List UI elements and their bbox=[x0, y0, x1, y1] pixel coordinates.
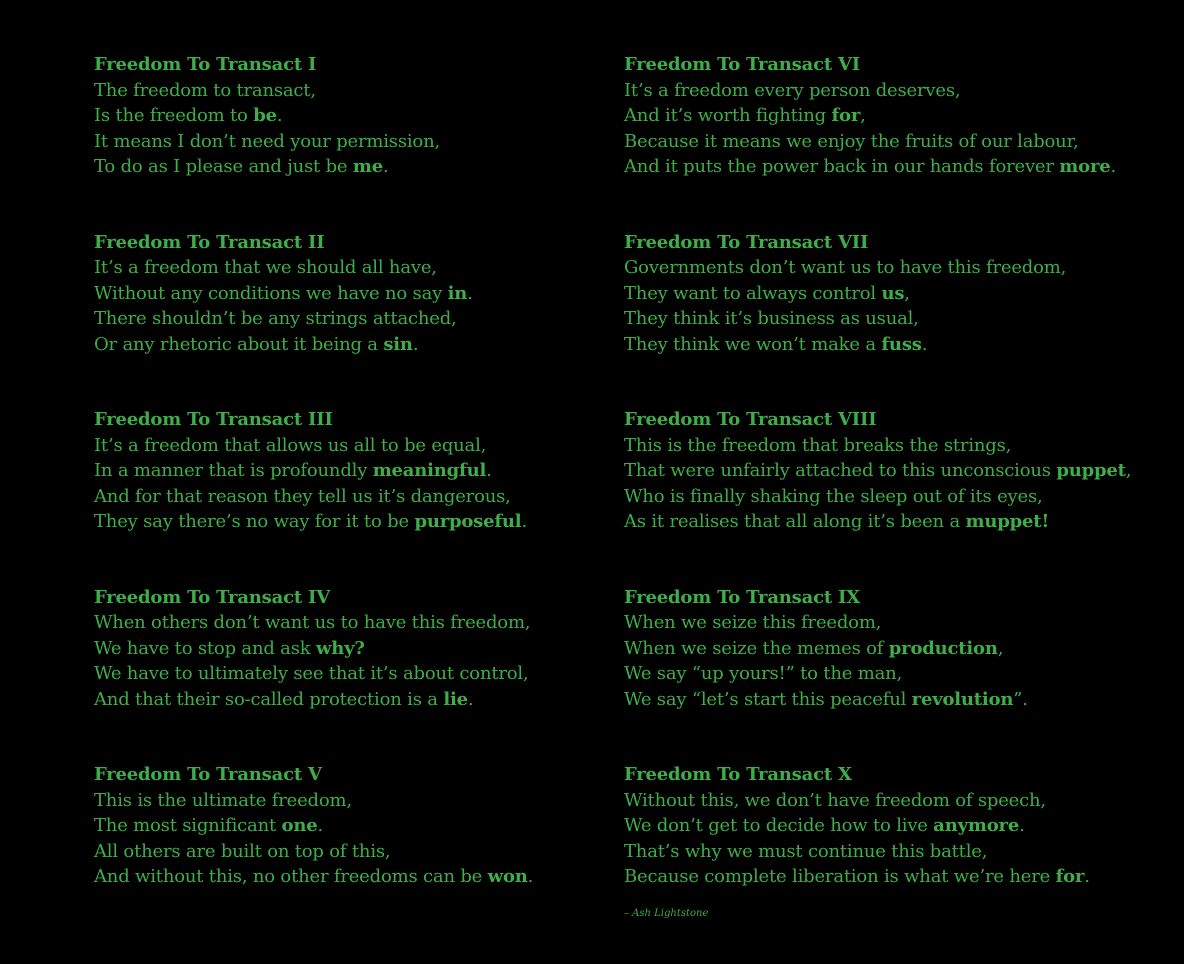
stanza-line: We have to ultimately see that it’s about control, bbox=[94, 663, 529, 684]
stanza-5 bbox=[94, 762, 624, 940]
stanza-line: Or any rhetoric about it being a sin. bbox=[94, 333, 419, 355]
stanza-7 bbox=[624, 230, 1104, 408]
stanza-line: This is the freedom that breaks the strings, bbox=[624, 434, 1012, 456]
stanza-title: Freedom To Transact II bbox=[94, 231, 325, 253]
stanza-line: That were unfairly attached to this unconscious puppet, bbox=[624, 460, 1132, 481]
stanza-line: All others are built on top of this, bbox=[94, 840, 391, 862]
stanza-9 bbox=[624, 585, 1104, 763]
stanza-line: And that their so-called protection is a lie. bbox=[94, 688, 474, 710]
stanza-1 bbox=[94, 52, 624, 230]
stanza-title: Freedom To Transact IX bbox=[624, 586, 860, 608]
stanza-line: We don’t get to decide how to live anymore. bbox=[624, 815, 1025, 836]
stanza-line: And for that reason they tell us it’s dangerous, bbox=[94, 485, 511, 507]
stanza-line: It’s a freedom every person deserves, bbox=[624, 79, 961, 101]
stanza-line: Because it means we enjoy the fruits of our labour, bbox=[624, 130, 1079, 152]
stanza-line: Without any conditions we have no say in. bbox=[94, 282, 473, 304]
stanza-line: Who is finally shaking the sleep out of its eyes, bbox=[624, 485, 1043, 507]
stanza-line: It’s a freedom that we should all have, bbox=[94, 257, 437, 278]
stanza-title: Freedom To Transact III bbox=[94, 409, 333, 430]
stanza-line: When we seize this freedom, bbox=[624, 612, 882, 633]
stanza-4 bbox=[94, 585, 624, 763]
stanza-3 bbox=[94, 407, 624, 585]
stanza-title: Freedom To Transact VIII bbox=[624, 409, 877, 430]
stanza-line: It’s a freedom that allows us all to be equal, bbox=[94, 434, 487, 456]
stanza-line: We say “up yours!” to the man, bbox=[624, 663, 903, 684]
stanza-line: We say “let’s start this peaceful revolution”. bbox=[624, 688, 1028, 710]
stanza-line: And it’s worth fighting for, bbox=[624, 105, 866, 126]
stanza-title: Freedom To Transact VI bbox=[624, 54, 860, 75]
stanza-2 bbox=[94, 230, 624, 408]
stanza-line: And it puts the power back in our hands forever more. bbox=[624, 156, 1117, 177]
stanza-title: Freedom To Transact I bbox=[94, 54, 317, 75]
stanza-line: And without this, no other freedoms can be won. bbox=[94, 866, 534, 887]
stanza-line: When others don’t want us to have this freedom, bbox=[94, 612, 531, 633]
stanza-title: Freedom To Transact V bbox=[94, 764, 322, 785]
stanza-line: In a manner that is profoundly meaningful. bbox=[94, 460, 492, 481]
stanza-line: To do as I please and just be me. bbox=[94, 156, 389, 177]
stanza-8 bbox=[624, 407, 1132, 585]
poem-grid bbox=[94, 52, 1132, 940]
stanza-line: It means I don’t need your permission, bbox=[94, 130, 440, 152]
stanza-line: The freedom to transact, bbox=[94, 79, 316, 101]
stanza-line: We have to stop and ask why? bbox=[94, 637, 365, 659]
stanza-title: Freedom To Transact VII bbox=[624, 231, 869, 253]
stanza-line: They say there’s no way for it to be purposeful. bbox=[94, 511, 527, 532]
stanza-line: Is the freedom to be. bbox=[94, 105, 283, 126]
stanza-line: Because complete liberation is what we’re here for. bbox=[624, 866, 1090, 887]
stanza-line: Governments don’t want us to have this freedom, bbox=[624, 257, 1067, 278]
stanza-6 bbox=[624, 52, 1117, 230]
stanza-line: There shouldn’t be any strings attached, bbox=[94, 308, 457, 329]
stanza-line: The most significant one. bbox=[94, 815, 324, 836]
author-attribution: – Ash Lightstone bbox=[624, 908, 709, 919]
stanza-line: They think we won’t make a fuss. bbox=[624, 333, 928, 355]
stanza-title: Freedom To Transact IV bbox=[94, 586, 330, 608]
stanza-line: Without this, we don’t have freedom of speech, bbox=[624, 789, 1046, 811]
stanza-line: This is the ultimate freedom, bbox=[94, 789, 352, 811]
stanza-line: As it realises that all along it’s been a muppet! bbox=[624, 511, 1050, 532]
stanza-title: Freedom To Transact X bbox=[624, 764, 852, 785]
stanza-line: That’s why we must continue this battle, bbox=[624, 840, 988, 862]
stanza-line: When we seize the memes of production, bbox=[624, 637, 1004, 659]
stanza-line: They think it’s business as usual, bbox=[624, 308, 919, 329]
stanza-line: They want to always control us, bbox=[624, 282, 910, 304]
